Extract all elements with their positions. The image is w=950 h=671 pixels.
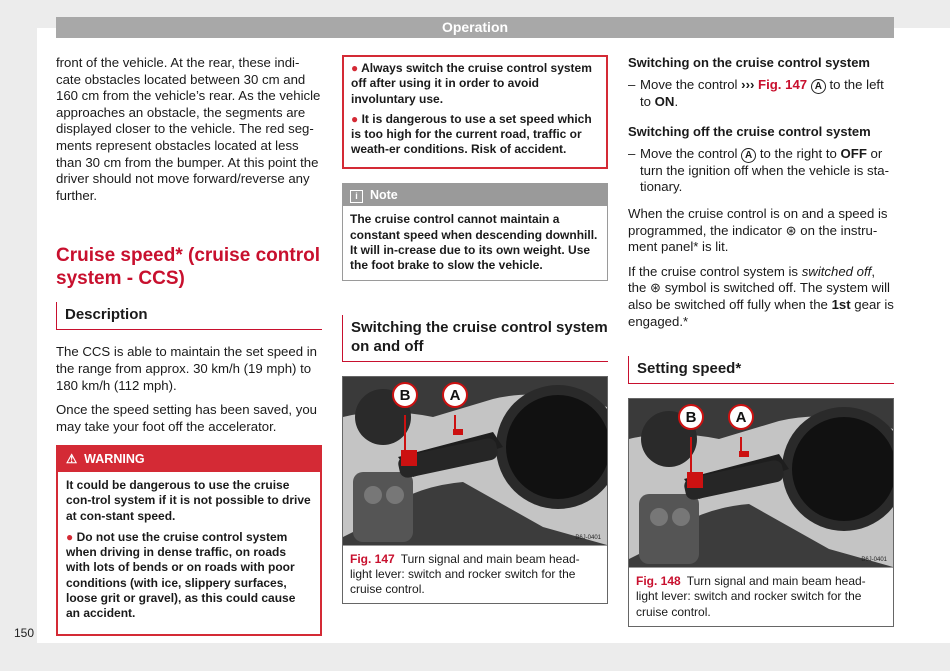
off-value: OFF — [840, 145, 867, 161]
callout-a-icon: A — [741, 148, 756, 163]
note-header — [343, 184, 607, 207]
note-text: The cruise control cannot maintain a constant speed when descending downhill. It will in-crease due to its own weight. Use the foot brake to slow the vehicle. — [350, 212, 598, 273]
figure-caption-text: Turn signal and main beam head-light lever: switch and rocker switch for the cruise control. — [350, 551, 580, 597]
callout-b-label: B — [685, 409, 697, 427]
section-title-switching: Switching the cruise control system on and off — [342, 315, 608, 362]
warning-body — [58, 472, 320, 634]
warning-continued-box — [342, 55, 608, 169]
on-value: ON — [654, 93, 675, 109]
warning-paragraph-1: It could be dangerous to use the cruise con-trol system if it is not possible to drive at con-stant speed. — [66, 477, 311, 523]
warning-header — [58, 447, 320, 472]
description-paragraph-2: Once the speed setting has been saved, you may take your foot off the accelerator. — [56, 402, 318, 434]
info-icon: i — [350, 190, 363, 203]
figure-code: B6J-0401 — [575, 534, 601, 541]
subsection-title-description: Description — [56, 302, 322, 330]
figure-code: B6J-0401 — [861, 557, 887, 564]
switching-on-title: Switching on the cruise control system — [628, 55, 870, 70]
warning-triangle-icon: ⚠ — [66, 452, 78, 467]
off-text-a: Move the control — [640, 145, 738, 161]
page-number: 150 — [14, 626, 35, 640]
figure-147-illustration — [343, 377, 607, 545]
on-text-a: Move the control — [640, 76, 738, 92]
switching-off-title: Switching off the cruise control system — [628, 124, 871, 140]
figure-147-caption — [343, 545, 607, 604]
warning-paragraph-2-text: Do not use the cruise control system when driving in dense traffic, on roads with lots of bends or on roads with poor conditions (with ice, slippery surfaces, loose grit or gravel), as this could cause an accident. — [66, 529, 296, 621]
indicator-paragraph: When the cruise control is on and a speed is programmed, the indicator ⊛ on the instru-ment panel* is lit. — [628, 205, 888, 255]
bullet-icon: ● — [351, 61, 362, 75]
switched-off-paragraph: If the cruise control system is switched off, the ⊛ symbol is switched off. The system will also be switched off fully when the 1st gear is engaged.* — [628, 263, 894, 329]
figure-147 — [342, 376, 608, 605]
off-text-b: to the right to — [759, 145, 837, 161]
column-2 — [342, 55, 608, 604]
warning-continued-1-text: Always switch the cruise control system off after using it in order to avoid involuntary use. — [351, 61, 592, 106]
warning-paragraph-2 — [66, 530, 312, 622]
figure-148-illustration — [629, 399, 893, 567]
section-title-setting-speed: Setting speed* — [628, 356, 894, 384]
callout-a-label: A — [735, 409, 747, 427]
warning-label: WARNING — [84, 452, 145, 467]
section-title-cruise: Cruise speed* (cruise control system - CCS) — [56, 245, 320, 290]
callout-b-label: B — [399, 386, 411, 404]
callout-a-label: A — [449, 386, 461, 404]
note-label: Note — [369, 187, 398, 202]
warning-continued-2-text: It is dangerous to use a set speed which is too high for the current road, traffic or weath-er conditions. Risk of accident. — [351, 111, 592, 157]
description-paragraph-1: The CCS is able to maintain the set speed in the range from approx. 30 km/h (19 mph) to 180 km/h (112 mph). — [56, 344, 317, 393]
off-text-c: or turn the ignition off when the vehicle is sta-tionary. — [640, 145, 889, 195]
figure-148-caption — [629, 567, 893, 626]
intro-paragraph: front of the vehicle. At the rear, these indi-cate obstacles located between 30 cm and 160 cm from the vehicle’s rear. As the vehicle approaches an obstacle, the segments are displayed closer to the vehicle. The red seg-ments represent obstacles located at less than 30 cm from the bumper. At this point the driver should not move forward/reverse any further. — [56, 55, 321, 203]
switching-on-step: – Move the control ››› Fig. 147 A to the left to ON. — [628, 76, 884, 109]
bullet-icon: ● — [66, 529, 77, 544]
warning-continued-1 — [351, 61, 599, 107]
figure-reference-link[interactable]: Fig. 147 — [758, 76, 808, 92]
callout-a-icon: A — [811, 79, 826, 94]
figure-label: Fig. 147 — [350, 551, 395, 566]
note-box — [342, 183, 608, 281]
warning-continued-2 — [351, 112, 599, 158]
figure-148 — [628, 398, 894, 627]
bullet-icon: ● — [351, 111, 362, 126]
on-text-b: to the left to — [640, 76, 884, 109]
figure-caption-text: Turn signal and main beam head-light lever: switch and rocker switch for the cruise control. — [636, 574, 866, 619]
switching-off-step: – Move the control A to the right to OFF or turn the ignition off when the vehicle is sta-tionary. — [628, 145, 889, 195]
column-1 — [56, 55, 322, 636]
column-3 — [628, 55, 894, 627]
warning-box — [56, 445, 322, 635]
figure-label: Fig. 148 — [636, 574, 681, 589]
page-header: Operation — [56, 17, 894, 38]
